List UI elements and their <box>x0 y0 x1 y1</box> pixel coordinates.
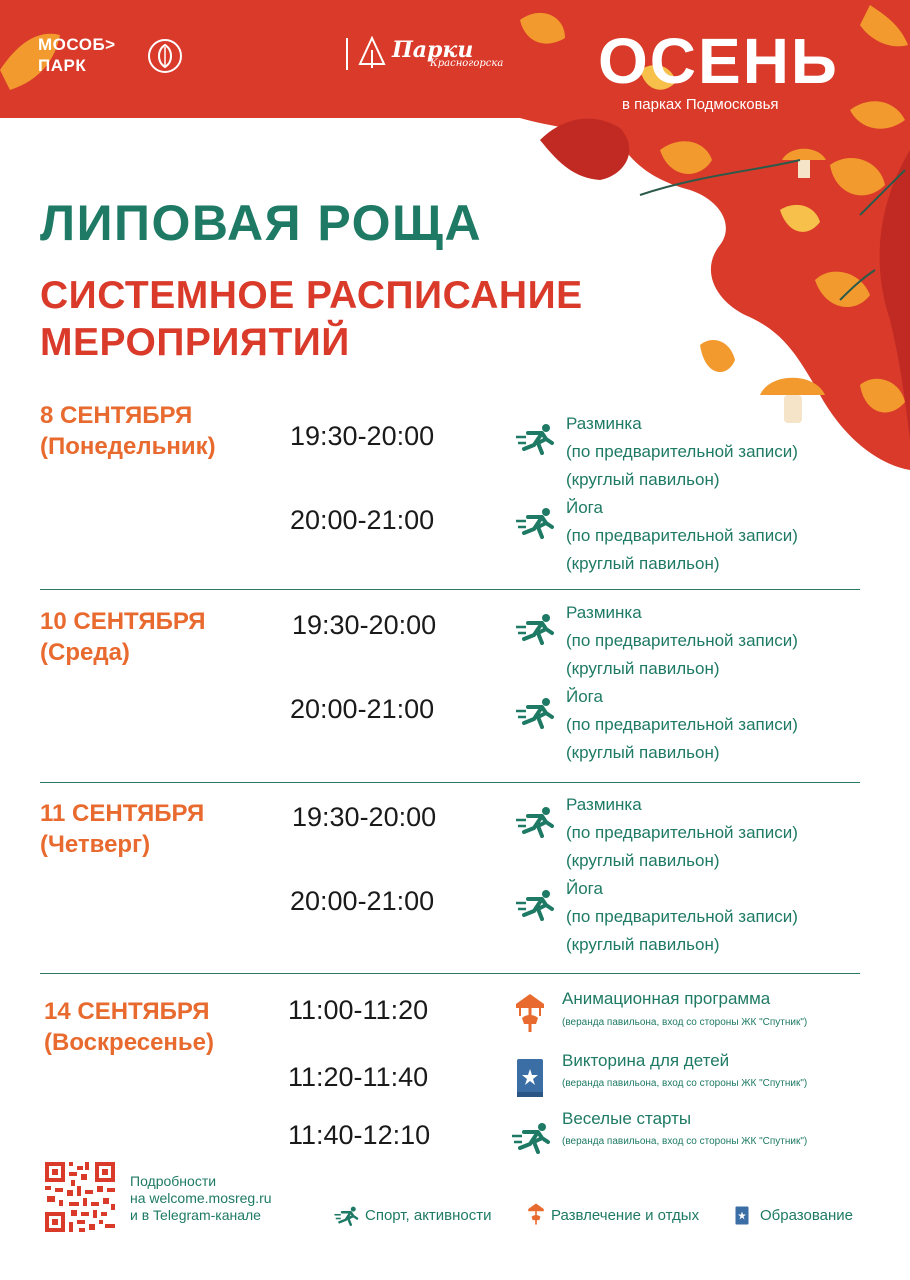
event-time: 20:00-21:00 <box>290 505 435 535</box>
event-location: (веранда павильона, вход со стороны ЖК "Спутник") <box>562 1078 808 1089</box>
divider <box>40 589 860 590</box>
runner-icon <box>516 423 556 455</box>
logo-divider <box>346 38 348 70</box>
runner-icon <box>516 613 556 645</box>
event-title: Разминка <box>566 603 642 622</box>
footer-info-line1: Подробности <box>130 1173 217 1189</box>
event-description <box>566 791 798 875</box>
event-location: (круглый павильон) <box>566 470 720 489</box>
date-label: 11 СЕНТЯБРЯ <box>40 800 205 827</box>
runner-icon <box>516 507 556 539</box>
date-label: 10 СЕНТЯБРЯ <box>40 608 206 635</box>
event-title: Анимационная программа <box>562 989 771 1008</box>
event-location: (круглый павильон) <box>566 743 720 762</box>
page-subtitle <box>40 272 583 366</box>
event-note: (по предварительной записи) <box>566 631 798 650</box>
weekday-label: (Понедельник) <box>40 433 216 460</box>
event-time: 11:00-11:20 <box>288 995 429 1025</box>
event-note: (по предварительной записи) <box>566 442 798 461</box>
event-description <box>566 599 798 683</box>
event-title: Йога <box>566 879 603 898</box>
legend-entertainment: Развлечение и отдых <box>551 1207 700 1224</box>
weekday-label: (Четверг) <box>40 831 151 858</box>
qr-code[interactable] <box>43 1160 117 1234</box>
footer-info-line3: и в Telegram-канале <box>130 1207 261 1223</box>
runner-icon <box>512 1122 552 1154</box>
legend-education: Образование <box>760 1207 853 1224</box>
runner-icon <box>516 697 556 729</box>
event-location: (веранда павильона, вход со стороны ЖК "Спутник") <box>562 1136 808 1147</box>
logo-text-line2: ПАРК <box>38 56 87 75</box>
event-note: (по предварительной записи) <box>566 823 798 842</box>
event-description <box>566 494 798 578</box>
day-date <box>40 606 206 668</box>
event-description <box>566 410 798 494</box>
event-title: Веселые старты <box>562 1109 692 1128</box>
divider <box>40 782 860 783</box>
event-location: (круглый павильон) <box>566 554 720 573</box>
event-location: (круглый павильон) <box>566 935 720 954</box>
runner-icon <box>334 1206 360 1226</box>
date-label: 14 СЕНТЯБРЯ <box>44 998 210 1025</box>
subtitle-line2: МЕРОПРИЯТИЙ <box>40 321 350 364</box>
weekday-label: (Воскресенье) <box>44 1029 215 1056</box>
tree-icon <box>356 36 388 70</box>
date-label: 8 СЕНТЯБРЯ <box>40 402 193 429</box>
event-title: Викторина для детей <box>562 1051 730 1070</box>
footer-info-line2: на welcome.mosreg.ru <box>130 1190 272 1206</box>
book-icon <box>735 1206 749 1226</box>
event-time: 20:00-21:00 <box>290 694 435 724</box>
event-time: 19:30-20:00 <box>292 802 437 832</box>
carousel-icon <box>512 992 548 1034</box>
runner-icon <box>516 889 556 921</box>
footer-info <box>130 1173 272 1224</box>
event-note: (по предварительной записи) <box>566 526 798 545</box>
event-time: 19:30-20:00 <box>290 421 435 451</box>
osen-subtitle: в парках Подмосковья <box>622 96 779 113</box>
leaf-emblem-icon <box>147 38 183 74</box>
event-title: Йога <box>566 498 603 517</box>
event-title: Разминка <box>566 414 642 433</box>
book-icon <box>516 1058 544 1098</box>
event-title: Йога <box>566 687 603 706</box>
logo-text-line1: МОСОБ> <box>38 35 116 54</box>
weekday-label: (Среда) <box>40 639 130 666</box>
divider <box>40 973 860 974</box>
day-date <box>40 798 204 860</box>
event-note: (по предварительной записи) <box>566 715 798 734</box>
event-description <box>566 875 798 959</box>
event-title: Разминка <box>566 795 642 814</box>
event-location: (круглый павильон) <box>566 659 720 678</box>
osen-logo: ОСЕНЬ <box>598 25 839 97</box>
day-date <box>40 400 216 462</box>
parki-logo-text: Парки <box>392 37 474 63</box>
legend-sport: Спорт, активности <box>365 1207 492 1224</box>
day-date <box>44 996 214 1058</box>
event-time: 11:40-12:10 <box>288 1120 431 1150</box>
event-time: 20:00-21:00 <box>290 886 435 916</box>
event-note: (по предварительной записи) <box>566 907 798 926</box>
page-title: ЛИПОВАЯ РОЩА <box>40 195 483 251</box>
event-time: 11:20-11:40 <box>288 1062 429 1092</box>
runner-icon <box>516 806 556 838</box>
event-location: (круглый павильон) <box>566 851 720 870</box>
parki-logo-subtext: Красногорска <box>430 58 504 69</box>
event-location: (веранда павильона, вход со стороны ЖК "Спутник") <box>562 1017 808 1028</box>
event-time: 19:30-20:00 <box>292 610 437 640</box>
carousel-icon <box>526 1201 546 1227</box>
event-description <box>566 683 798 767</box>
subtitle-line1: СИСТЕМНОЕ РАСПИСАНИЕ <box>40 274 583 317</box>
mosoblpark-logo <box>38 34 116 76</box>
